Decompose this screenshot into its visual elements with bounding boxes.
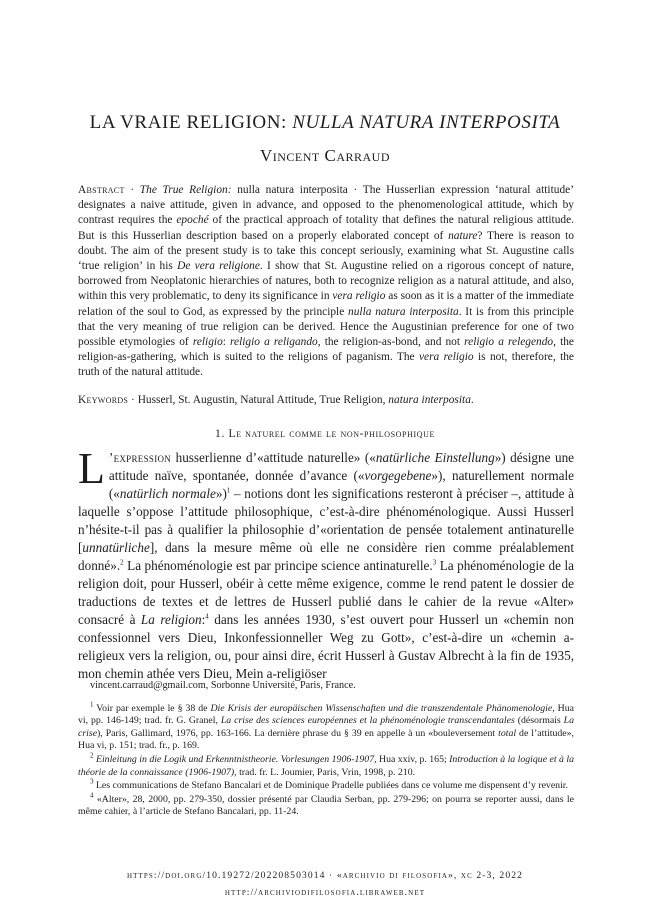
abstract-text: ? There is reason to doubt. The aim of the present study is to take this concept seriously, examining what St. Augustine calls ‘true religion’ in his	[78, 229, 574, 273]
abstract-text: :	[222, 336, 231, 349]
body-run: »), naturellement normale («	[108, 468, 574, 501]
abstract-italic: De vera religione	[177, 260, 260, 273]
body-run: La phénoménologie est par principe science antinaturelle.	[123, 558, 433, 573]
body-run: :	[201, 612, 206, 627]
abstract-italic: religio	[192, 336, 223, 349]
body-run: ») désigne une attitude naïve, spontanée, donnée d’avance («	[108, 450, 575, 483]
keywords	[78, 393, 574, 408]
footnote-2	[78, 751, 575, 779]
footnotes	[78, 680, 574, 820]
abstract-text: is not, therefore, the truth of the natural attitude.	[78, 351, 574, 379]
footnote-1	[78, 700, 574, 753]
abstract	[78, 183, 574, 381]
footnote-run: , Hua vi, pp. 146-149; trad. fr. G. Granel,	[78, 702, 574, 727]
article-title	[0, 112, 650, 134]
abstract-text: . It is from this principle that the very meaning of true religion can be derived. Hence the Augustinian preference for one of two possible etymologies of	[78, 305, 574, 349]
author-name: Vincent Carraud	[259, 146, 391, 165]
footnote-italic: Die Krisis der europäischen Wissenschaften und die transzendentale Phänomenologie	[210, 702, 553, 714]
footnote-ref-3[interactable]: 3	[432, 558, 437, 567]
title-italic: NULLA NATURA INTERPOSITA	[292, 112, 561, 133]
abstract-text: of the practical approach of totality that defines the natural religious attitude. But is this Husserlian description based on a properly elaborated concept of	[78, 214, 574, 242]
doi-line[interactable]: https://doi.org/10.19272/202208503014 · «archivio di filosofia», xc 2-3, 2022	[126, 870, 524, 881]
keywords-separator: ·	[128, 394, 138, 406]
author-email: vincent.carraud@gmail.com, Sorbonne Université, Paris, France.	[90, 680, 356, 691]
abstract-italic: vera religio	[332, 290, 386, 303]
abstract-italic: nulla natura interposita	[348, 305, 459, 318]
body-italic: unnatürliche	[82, 540, 150, 555]
drop-cap: L	[78, 444, 105, 493]
first-word: ’expression	[108, 450, 172, 465]
keywords-text: Husserl, St. Augustin, Natural Attitude, True Religion,	[137, 394, 389, 406]
body-italic: vorgegebene	[364, 468, 432, 483]
footnote-ref-4[interactable]: 4	[205, 612, 209, 621]
footnote-number: 3	[90, 777, 94, 786]
body-run: ], dans la mesure même où elle ne considère rien comme préalablement donné».	[78, 540, 574, 573]
footnote-number: 1	[90, 700, 94, 709]
abstract-separator: ·	[124, 184, 140, 196]
journal-url[interactable]: http://archiviodifilosofia.libraweb.net	[224, 887, 426, 898]
footnote-run: ), Paris, Gallimard, 1976, pp. 163-166. La dernière phrase du § 39 en appelle à un «bouleversement	[97, 727, 499, 739]
body-run: – notions dont les significations resteront à préciser –, attitude à laquelle s’oppose l’attitude philosophique, c’est-à-dire phénoménologique. Aussi Husserl n’hésite-t-il pas à qualifier la philosophie d’«orientation de pensée totalement antinaturelle [	[78, 486, 574, 555]
keywords-end: .	[470, 394, 474, 406]
keywords-italic: natura interposita	[388, 394, 471, 406]
footnote-number: 2	[90, 751, 94, 760]
footnote-run: Les communications de Stefano Bancalari et de Dominique Pradelle publiées dans ce volume me dispensent d’y revenir.	[93, 780, 568, 792]
footnote-run: (désormais	[514, 715, 564, 727]
abstract-subtitle: The True Religion:	[139, 184, 232, 196]
footnote-run: «Alter», 28, 2000, pp. 279-350, dossier présenté par Claudia Serban, pp. 279-296; on pourra se reporter aussi, dans le même cahier, à l’article de Stefano Bancalari, pp. 11-24.	[78, 793, 574, 818]
abstract-text: , the religion-as-gathering, which is suited to the religions of paganism. The	[78, 336, 574, 364]
footnote-number: 4	[90, 791, 94, 800]
title-main: LA VRAIE RELIGION:	[89, 112, 293, 133]
abstract-italic: vera religio	[419, 351, 474, 364]
footnote-run: , Hua xxiv, p. 165;	[374, 753, 450, 765]
footnote-run: , trad. fr. L. Joumier, Paris, Vrin, 1998, p. 210.	[234, 766, 416, 778]
abstract-italic: religio a relegendo	[464, 336, 554, 349]
keywords-label: Keywords	[78, 394, 129, 406]
body-run: La phénoménologie de la religion doit, pour Husserl, obéir à cette même exigence, comme le rend patent le dossier de traductions de textes et de lettres de Husserl publié dans le cahier de la revue «Alter» consacré à	[78, 558, 574, 627]
footnote-run: Voir par exemple le § 38 de	[93, 702, 211, 714]
footnote-italic: La crise des sciences européennes et la phénoménologie transcendantales	[220, 715, 515, 727]
footnote-3	[78, 777, 574, 793]
footnote-italic: Einleitung in die Logik und Erkenntnistheorie. Vorlesungen 1906-1907	[95, 753, 375, 765]
section-heading: 1. Le naturel comme le non-philosophique	[215, 427, 435, 440]
body-run: »)	[215, 486, 227, 501]
footnote-run: de l’attitude», Hua vi, p. 151; trad. fr., p. 169.	[78, 727, 574, 752]
footnote-italic: La crise	[78, 715, 574, 739]
abstract-italic: religio a religando	[230, 336, 318, 349]
abstract-italic: nature	[448, 229, 478, 242]
abstract-text: , the religion-as-bond, and not	[317, 336, 465, 349]
abstract-italic: epoché	[176, 214, 209, 227]
footnote-italic: Introduction à la logique et à la théorie de la connaissance (1906-1907)	[78, 753, 575, 778]
abstract-label: Abstract	[78, 184, 125, 196]
abstract-text: . I show that St. Augustine relied on a rigorous concept of nature, borrowed from Neoplatonic hierarchies of natures, both to recognize religion as a natural attitude, and also, within this very problematic, to deny its significance in	[78, 260, 575, 303]
footnote-ref-1[interactable]: 1	[226, 486, 231, 495]
footnote-ref-2[interactable]: 2	[120, 558, 124, 567]
abstract-text: as soon as it is a matter of the immediate relation of the soul to God, as expressed by the principle	[78, 290, 574, 318]
abstract-text: nulla natura interposita · The Husserlian expression ‘natural attitude’ designates a naive attitude, given in advance, and opposed to the phenomenological attitude, which by contrast requires the	[78, 184, 575, 227]
body-text	[78, 444, 575, 683]
footnote-italic: total	[498, 727, 517, 739]
body-italic: natürlich normale	[119, 486, 216, 501]
body-run: husserlienne d’«attitude naturelle» («	[171, 450, 376, 465]
body-italic: natürliche Einstellung	[375, 450, 495, 465]
footnote-4	[78, 791, 574, 819]
body-run: dans les années 1930, s’est ouvert pour Husserl un «chemin non confessionnel vers Dieu, Inkonfessionneller Weg zu Gott», c’est-à-dire un «chemin a-religieux vers la religion, ou, pour ainsi dire, écrit Husserl à Gustav Albrecht à la fin de 1935, mon chemin athée vers Dieu, Mein a-religiöser	[78, 612, 574, 681]
body-italic: La religion	[140, 612, 202, 627]
